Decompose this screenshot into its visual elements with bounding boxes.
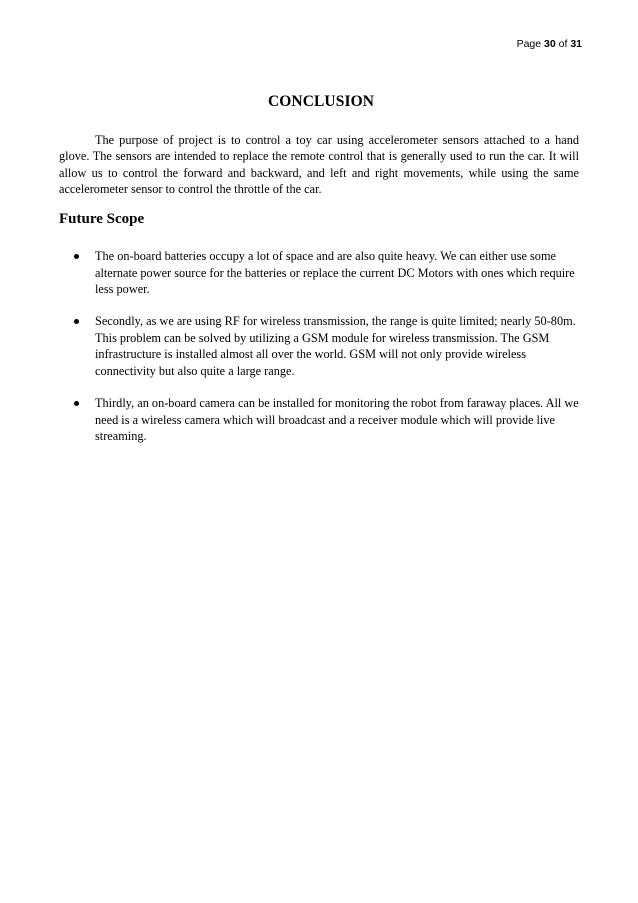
list-item — [59, 395, 579, 445]
page-label: Page — [516, 38, 542, 50]
total-pages-number: 31 — [570, 38, 582, 50]
current-page-number: 30 — [544, 38, 556, 50]
list-item — [59, 248, 579, 298]
future-scope-list — [59, 248, 579, 460]
bullet-icon — [74, 401, 79, 406]
bullet-icon — [74, 319, 79, 324]
list-item-text: The on-board batteries occupy a lot of space and are also quite heavy. We can either use some alternate power source for the batteries or replace the current DC Motors with ones which require less power. — [95, 249, 575, 297]
intro-paragraph: The purpose of project is to control a toy car using accelerometer sensors attached to a hand glove. The sensors are intended to replace the remote control that is generally used to run the car. It will allow us to control the forward and backward, and left and right movements, while using the same accelerometer sensor to control the throttle of the car. — [59, 133, 579, 197]
page-number-header — [517, 38, 582, 50]
list-item-text: Thirdly, an on-board camera can be installed for monitoring the robot from faraway places. All we need is a wireless camera which will broadcast and a receiver module which will provide live streaming. — [95, 396, 579, 444]
future-scope-heading: Future Scope — [59, 211, 145, 227]
list-item — [59, 313, 579, 379]
page-title: CONCLUSION — [267, 93, 375, 110]
of-label: of — [558, 38, 568, 50]
bullet-icon — [74, 254, 79, 259]
list-item-text: Secondly, as we are using RF for wireless transmission, the range is quite limited; nearly 50-80m. This problem can be solved by utilizing a GSM module for wireless transmission. The GSM infrastructure is installed almost all over the world. GSM will not only provide wireless connectivity but also quite a large range. — [95, 314, 576, 379]
